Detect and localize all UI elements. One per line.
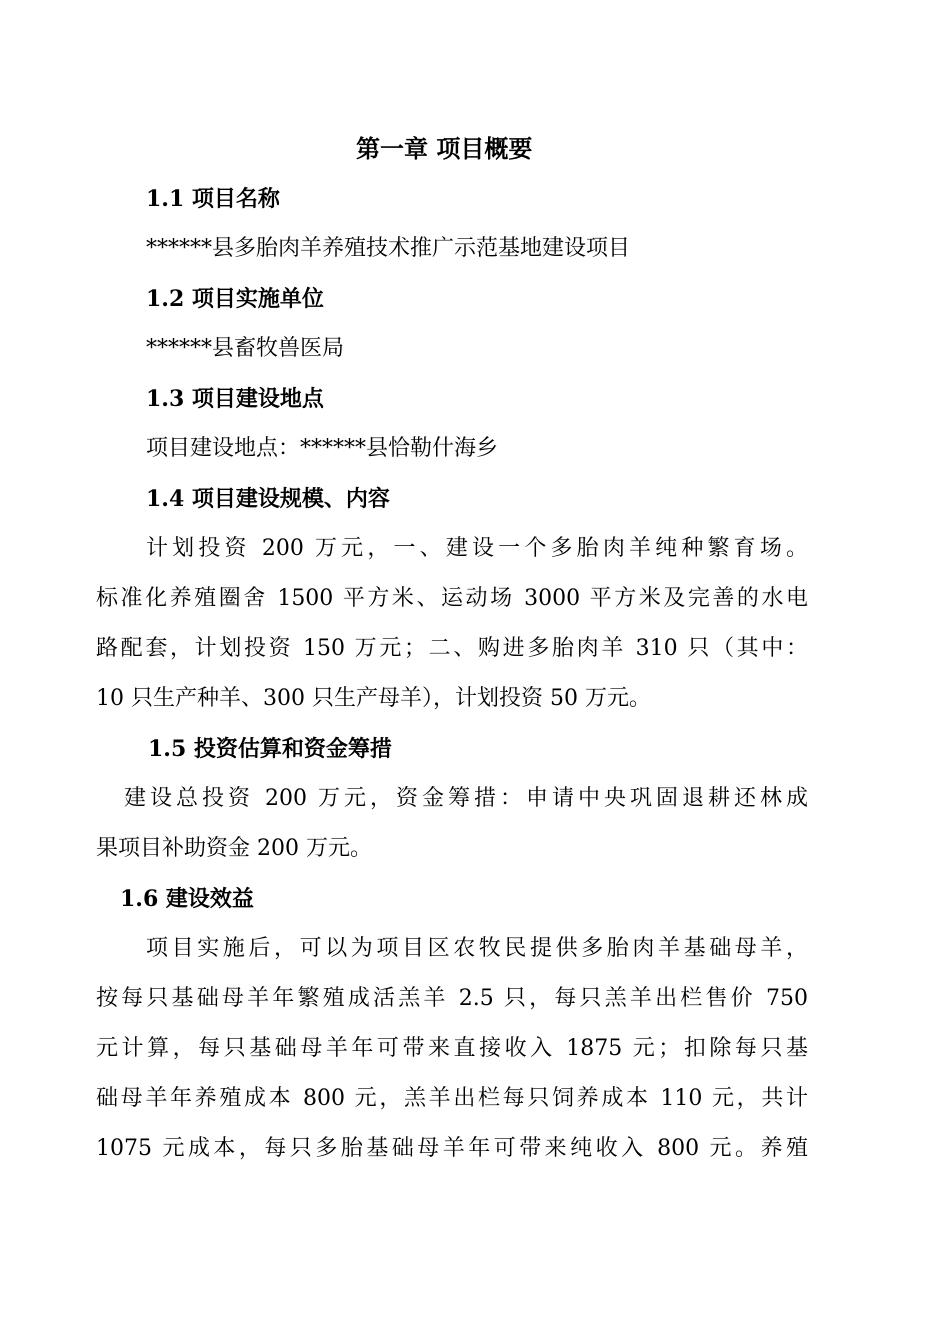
section-heading-1-5: 1.5 投资估算和资金筹措 (148, 736, 392, 762)
section-heading-1-2: 1.2 项目实施单位 (146, 286, 324, 312)
paragraph-line: 项目实施后，可以为项目区农牧民提供多胎肉羊基础母羊， (146, 936, 808, 961)
section-heading-1-4: 1.4 项目建设规模、内容 (146, 486, 390, 512)
section-heading-1-3: 1.3 项目建设地点 (146, 386, 324, 412)
project-name-text: ******县多胎肉羊养殖技术推广示范基地建设项目 (146, 236, 631, 261)
paragraph-line: 10 只生产种羊、300 只生产母羊），计划投资 50 万元。 (96, 686, 651, 711)
paragraph-line: 路配套，计划投资 150 万元；二、购进多胎肉羊 310 只（其中： (96, 636, 808, 661)
paragraph-line: 按每只基础母羊年繁殖成活羔羊 2.5 只，每只羔羊出栏售价 750 (96, 986, 808, 1011)
location-text: 项目建设地点：******县恰勒什海乡 (146, 436, 499, 461)
chapter-title: 第一章 项目概要 (356, 134, 533, 163)
implementing-unit-text: ******县畜牧兽医局 (146, 336, 345, 361)
paragraph-line: 元计算，每只基础母羊年可带来直接收入 1875 元；扣除每只基 (96, 1036, 808, 1061)
section-heading-1-6: 1.6 建设效益 (120, 886, 254, 912)
paragraph-line: 建设总投资 200 万元，资金筹措：申请中央巩固退耕还林成 (124, 786, 808, 811)
section-heading-1-1: 1.1 项目名称 (146, 186, 280, 212)
paragraph-line: 1075 元成本，每只多胎基础母羊年可带来纯收入 800 元。养殖 (96, 1136, 808, 1161)
paragraph-line: 标准化养殖圈舍 1500 平方米、运动场 3000 平方米及完善的水电 (96, 586, 808, 611)
paragraph-line: 计划投资 200 万元，一、建设一个多胎肉羊纯种繁育场。 (146, 536, 808, 561)
paragraph-line: 础母羊年养殖成本 800 元，羔羊出栏每只饲养成本 110 元，共计 (96, 1086, 808, 1111)
paragraph-line: 果项目补助资金 200 万元。 (96, 836, 372, 861)
